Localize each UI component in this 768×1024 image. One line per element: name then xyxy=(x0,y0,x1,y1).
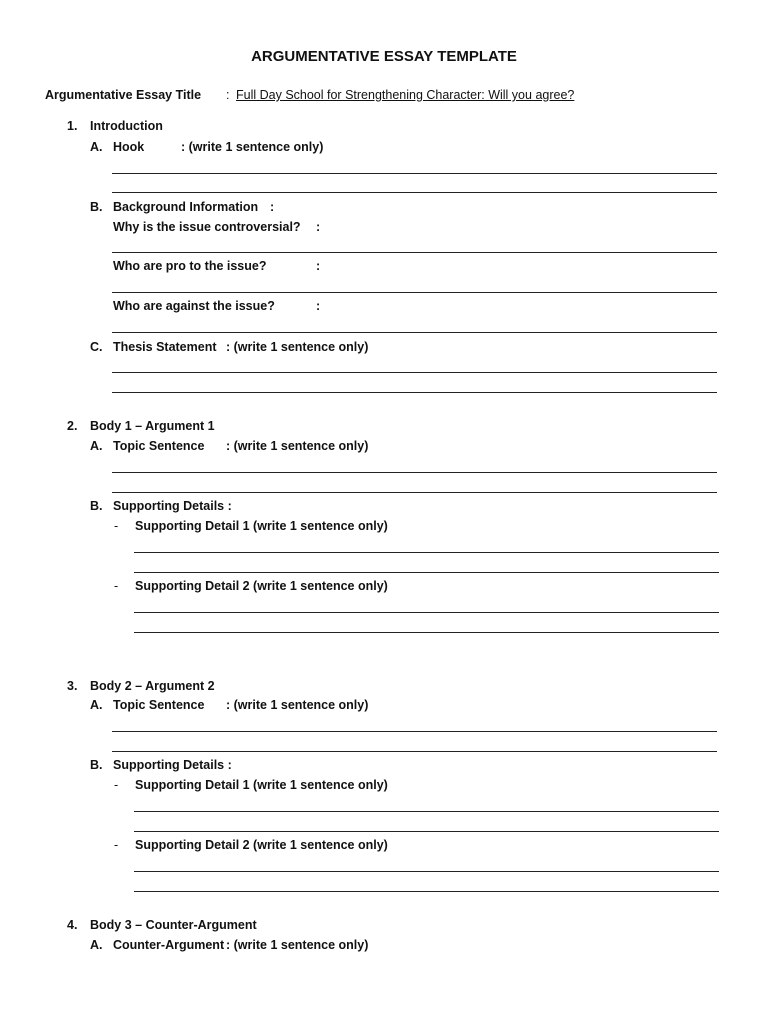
question-colon: : xyxy=(316,259,321,273)
question-colon: : xyxy=(316,220,321,234)
bullet-dash: - xyxy=(114,519,119,533)
bullet-dash: - xyxy=(114,778,119,792)
topic-letter: A. xyxy=(90,698,103,712)
supporting-detail-2: Supporting Detail 2 (write 1 sentence only) xyxy=(135,579,388,593)
hook-answer-line[interactable] xyxy=(112,173,717,174)
topic-note: : (write 1 sentence only) xyxy=(226,698,369,712)
topic-answer-line[interactable] xyxy=(112,751,717,752)
document-title: ARGUMENTATIVE ESSAY TEMPLATE xyxy=(251,48,517,65)
counter-letter: A. xyxy=(90,938,103,952)
section-2-number: 2. xyxy=(67,419,78,433)
topic-answer-line[interactable] xyxy=(112,492,717,493)
controversial-answer-line[interactable] xyxy=(112,252,717,253)
essay-title-label: Argumentative Essay Title xyxy=(45,88,202,102)
hook-label: Hook xyxy=(113,140,145,154)
background-label: Background Information xyxy=(113,200,259,214)
topic-label: Topic Sentence xyxy=(113,439,205,453)
detail-2-answer-line[interactable] xyxy=(134,612,719,613)
support-label: Supporting Details : xyxy=(113,758,232,772)
thesis-label: Thesis Statement xyxy=(113,340,217,354)
thesis-answer-line[interactable] xyxy=(112,372,717,373)
supporting-detail-2: Supporting Detail 2 (write 1 sentence only) xyxy=(135,838,388,852)
topic-answer-line[interactable] xyxy=(112,731,717,732)
question-pro: Who are pro to the issue? xyxy=(113,259,267,273)
essay-title-colon: : xyxy=(226,88,230,102)
section-2-heading: Body 1 – Argument 1 xyxy=(90,419,215,433)
thesis-note: : (write 1 sentence only) xyxy=(226,340,369,354)
section-1-heading: Introduction xyxy=(90,119,163,133)
section-4-number: 4. xyxy=(67,918,78,932)
detail-2-answer-line[interactable] xyxy=(134,871,719,872)
detail-1-answer-line[interactable] xyxy=(134,552,719,553)
section-3-heading: Body 2 – Argument 2 xyxy=(90,679,215,693)
detail-1-answer-line[interactable] xyxy=(134,831,719,832)
thesis-letter: C. xyxy=(90,340,103,354)
detail-1-answer-line[interactable] xyxy=(134,572,719,573)
against-answer-line[interactable] xyxy=(112,332,717,333)
hook-letter: A. xyxy=(90,140,103,154)
pro-answer-line[interactable] xyxy=(112,292,717,293)
background-colon: : xyxy=(270,200,275,214)
section-4-heading: Body 3 – Counter-Argument xyxy=(90,918,257,932)
detail-2-answer-line[interactable] xyxy=(134,891,719,892)
counter-note: : (write 1 sentence only) xyxy=(226,938,369,952)
question-colon: : xyxy=(316,299,321,313)
topic-label: Topic Sentence xyxy=(113,698,205,712)
hook-answer-line[interactable] xyxy=(112,192,717,193)
bullet-dash: - xyxy=(114,838,119,852)
detail-1-answer-line[interactable] xyxy=(134,811,719,812)
question-controversial: Why is the issue controversial? xyxy=(113,220,301,234)
detail-2-answer-line[interactable] xyxy=(134,632,719,633)
hook-note: : (write 1 sentence only) xyxy=(181,140,324,154)
topic-answer-line[interactable] xyxy=(112,472,717,473)
counter-label: Counter-Argument xyxy=(113,938,225,952)
section-3-number: 3. xyxy=(67,679,78,693)
bullet-dash: - xyxy=(114,579,119,593)
section-1-number: 1. xyxy=(67,119,78,133)
background-letter: B. xyxy=(90,200,103,214)
question-against: Who are against the issue? xyxy=(113,299,275,313)
support-letter: B. xyxy=(90,758,103,772)
supporting-detail-1: Supporting Detail 1 (write 1 sentence only) xyxy=(135,519,388,533)
topic-note: : (write 1 sentence only) xyxy=(226,439,369,453)
supporting-detail-1: Supporting Detail 1 (write 1 sentence only) xyxy=(135,778,388,792)
support-label: Supporting Details : xyxy=(113,499,232,513)
essay-title-value: Full Day School for Strengthening Character: Will you agree? xyxy=(236,88,575,102)
support-letter: B. xyxy=(90,499,103,513)
topic-letter: A. xyxy=(90,439,103,453)
thesis-answer-line[interactable] xyxy=(112,392,717,393)
